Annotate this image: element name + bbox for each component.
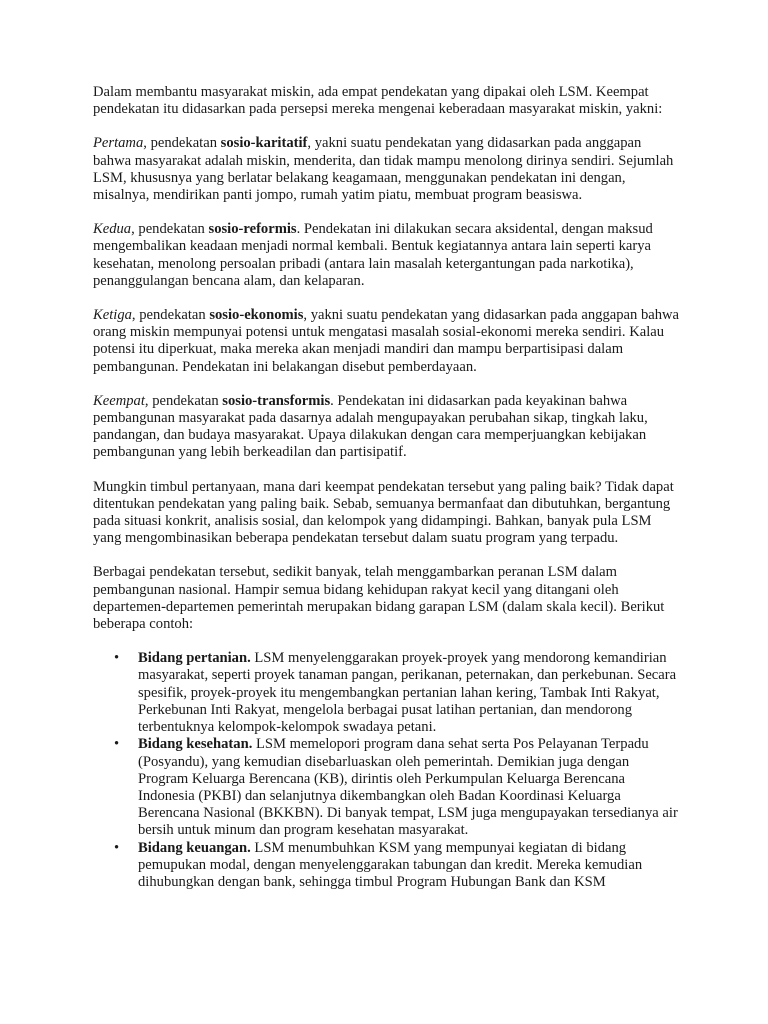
approach-1-ordinal: Pertama (93, 135, 144, 152)
field-3-title: Bidang keuangan. (138, 839, 251, 856)
approach-4-pre: , pendekatan (144, 392, 223, 409)
approach-3-ordinal: Ketiga (93, 307, 132, 324)
approach-2-ordinal: Kedua (93, 221, 132, 238)
approach-3-paragraph (93, 307, 683, 376)
list-item (114, 650, 683, 736)
bullet-icon: • (114, 839, 120, 856)
approach-2-text: . Pendekatan ini dilakukan secara aksidental, dengan maksud mengembalikan keadaan menjadi normal kembali. Bentuk kegiatannya antara lain seperti karya kesehatan, menolong persoalan pribadi (antara lain masalah ketergantungan pada narkotika), penanggulangan bencana alam, dan kelaparan. (93, 221, 653, 289)
bullet-icon: • (114, 736, 120, 753)
intro-paragraph: Dalam membantu masyarakat miskin, ada empat pendekatan yang dipakai oleh LSM. Keempat pendekatan itu didasarkan pada persepsi mereka mengenai keberadaan masyarakat miskin, yakni: (93, 84, 663, 118)
approach-4-text: . Pendekatan ini didasarkan pada keyakinan bahwa pembangunan masyarakat pada dasarnya adalah mengupayakan perubahan sikap, tingkah laku, pandangan, dan budaya masyarakat. Upaya dilakukan dengan cara memperjuangkan kebijakan pembangunan yang lebih berkeadilan dan partisipatif. (93, 392, 648, 461)
bullet-icon: • (114, 650, 120, 667)
approach-1-text: , yakni suatu pendekatan yang didasarkan pada anggapan bahwa masyarakat adalah miskin, menderita, dan tidak mampu menolong dirinya sendiri. Sejumlah LSM, khususnya yang berlatar belakang keagamaan, menggunakan pendekatan ini dengan, misalnya, mendirikan panti jompo, rumah yatim piatu, membuat program beasiswa. (93, 135, 674, 204)
approach-3-pre: , pendekatan (131, 307, 210, 324)
field-3-text: LSM menumbuhkan KSM yang mempunyai kegiatan di bidang pemupukan modal, dengan menyelenggarakan tabungan dan kredit. Mereka kemudian dihubungkan dengan bank, sehingga timbul Program Hubungan Bank dan KSM (138, 839, 643, 890)
approach-2-pre: , pendekatan (131, 221, 209, 238)
approach-1-name: sosio-karitatif (220, 135, 308, 152)
list-item (114, 736, 683, 839)
approach-3-text: , yakni suatu pendekatan yang didasarkan pada anggapan bahwa orang miskin mempunyai potensi untuk mengatasi masalah sosial-ekonomi mereka sendiri. Kalau potensi itu diperkuat, maka mereka akan menjadi mandiri dan mampu berpartisipasi dalam pembangunan. Pendekatan ini belakangan disebut pemberdayaan. (93, 307, 680, 375)
question-paragraph: Mungkin timbul pertanyaan, mana dari keempat pendekatan tersebut yang paling baik? Tidak dapat ditentukan pendekatan yang paling baik. Sebab, semuanya bermanfaat dan dibutuhkan, bergantung pada situasi konkrit, analisis sosial, dan kelompok yang didampingi. Bahkan, banyak pula LSM yang mengombinasikan beberapa pendekatan tersebut dalam suatu program yang terpadu. (93, 478, 674, 547)
approach-2-paragraph (93, 221, 683, 290)
field-2-text: LSM memelopori program dana sehat serta Pos Pelayanan Terpadu (Posyandu), yang kemudian disebarluaskan oleh pemerintah. Demikian juga dengan Program Keluarga Berencana (KB), dirintis oleh Perkumpulan Keluarga Berencana Indonesia (PKBI) dan selanjutnya dikembangkan oleh Badan Koordinasi Keluarga Berencana Nasional (BKKBN). Di banyak tempat, LSM juga mengupayakan tersedianya air bersih untuk minum dan program kesehatan masyarakat. (138, 736, 678, 839)
approach-4-paragraph (93, 393, 683, 462)
field-1-text: LSM menyelenggarakan proyek-proyek yang mendorong kemandirian masyarakat, seperti proyek tanaman pangan, perikanan, peternakan, dan perkebunan. Secara spesifik, proyek-proyek itu mengembangkan pertanian lahan kering, Tambak Inti Rakyat, Perkebunan Inti Rakyat, mengelola berbagai pusat latihan pertanian, dan mendorong terbentuknya kelompok-kelompok swadaya petani. (138, 650, 677, 736)
approach-4-name: sosio-transformis (222, 392, 331, 409)
approach-2-name: sosio-reformis (208, 221, 297, 238)
approach-1-pre: , pendekatan (143, 135, 221, 152)
approach-1-paragraph (93, 135, 683, 204)
fields-list (93, 650, 683, 891)
roles-paragraph: Berbagai pendekatan tersebut, sedikit banyak, telah menggambarkan peranan LSM dalam pembangunan nasional. Hampir semua bidang kehidupan rakyat kecil yang ditangani oleh departemen-departemen pemerintah merupakan bidang garapan LSM (dalam skala kecil). Berikut beberapa contoh: (93, 564, 665, 633)
list-item (114, 839, 683, 892)
approach-4-ordinal: Keempat (93, 392, 145, 409)
approach-3-name: sosio-ekonomis (209, 307, 304, 324)
document-page (93, 84, 683, 891)
field-2-title: Bidang kesehatan. (138, 736, 253, 753)
field-1-title: Bidang pertanian. (138, 650, 251, 667)
